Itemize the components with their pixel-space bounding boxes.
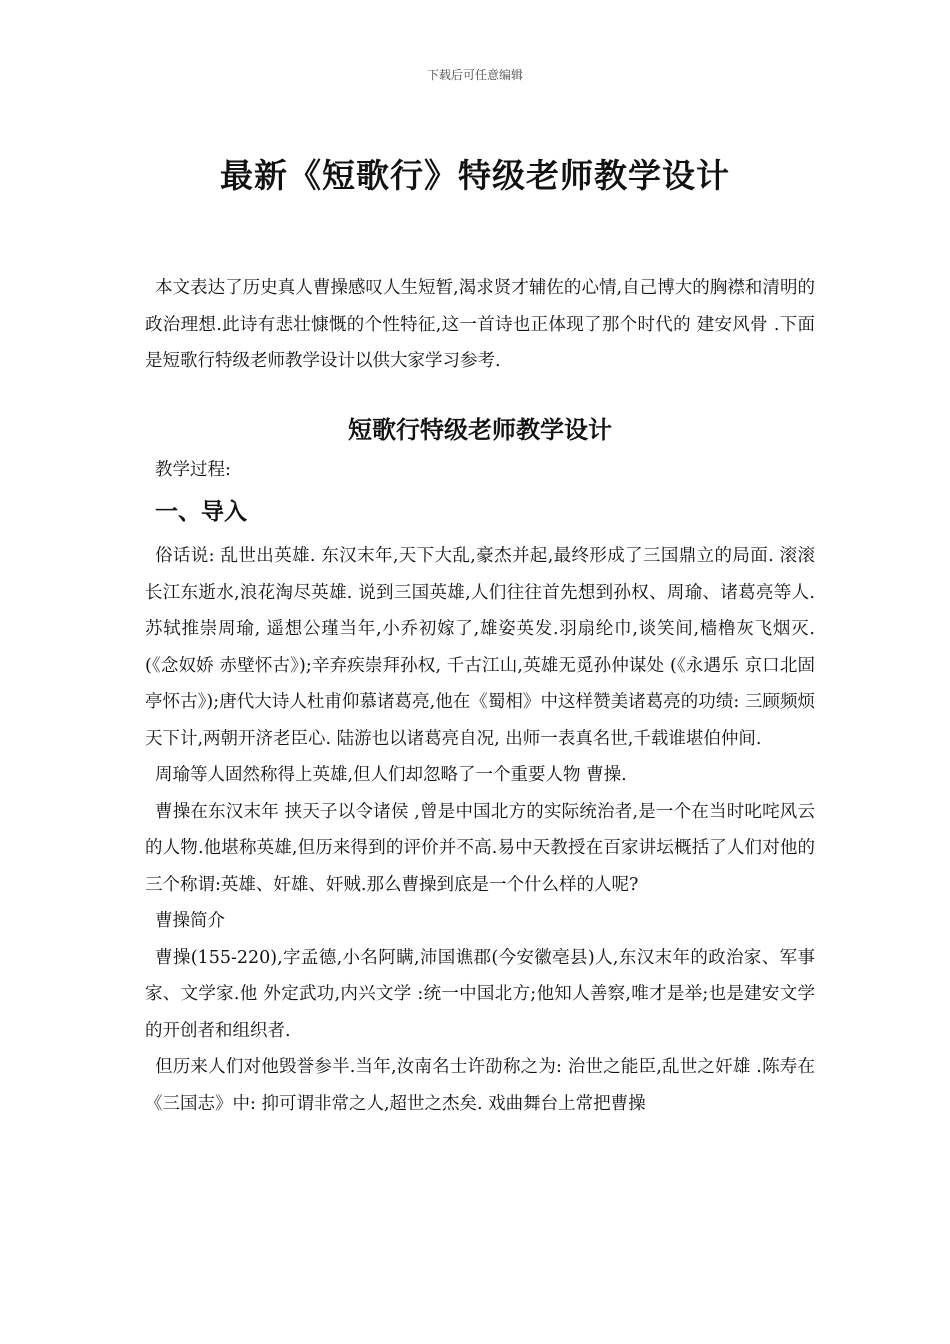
body-paragraph: 但历来人们对他毁誉参半.当年,汝南名士许劭称之为: 治世之能臣,乱世之奸雄 .陈寿在《三国志》中: 抑可谓非常之人,超世之杰矣. 戏曲舞台上常把曹操	[145, 1057, 815, 1114]
body-paragraph: 俗话说: 乱世出英雄. 东汉末年,天下大乱,豪杰并起,最终形成了三国鼎立的局面. 滚滚长江东逝水,浪花淘尽英雄. 说到三国英雄,人们往往首先想到孙权、周瑜、诸葛亮等人.苏轼推崇周瑜, 遥想公瑾当年,小乔初嫁了,雄姿英发.羽扇纶巾,谈笑间,樯橹灰飞烟灭. (《念奴娇 赤壁怀古》);辛弃疾崇拜孙权, 千古江山,英雄无觅孙仲谋处 (《永遇乐 京口北固亭怀古》);唐代大诗人杜甫仰慕诸葛亮,他在《蜀相》中这样赞美诸葛亮的功绩: 三顾频烦天下计,两朝开济老臣心. 陆游也以诸葛亮自况, 出师一表真名世,千载谁堪伯仲间.	[145, 546, 815, 749]
intro-paragraph: 本文表达了历史真人曹操感叹人生短暂,渴求贤才辅佐的心情,自己博大的胸襟和清明的政治理想.此诗有悲壮慷慨的个性特征,这一首诗也正体现了那个时代的 建安风骨 .下面是短歌行特级老师教学设计以供大家学习参考.	[145, 278, 815, 371]
header-note: 下载后可任意编辑	[426, 68, 523, 82]
body-paragraph: 曹操(155-220),字孟德,小名阿瞒,沛国谯郡(今安徽亳县)人,东汉末年的政治家、军事家、文学家.他 外定武功,内兴文学 :统一中国北方;他知人善察,唯才是举;也是建安文学的开创者和组织者.	[145, 947, 815, 1041]
document-title: 最新《短歌行》特级老师教学设计	[220, 156, 730, 195]
body-paragraph: 曹操简介	[155, 911, 225, 931]
body-paragraph: 周瑜等人固然称得上英雄,但人们却忽略了一个重要人物 曹操.	[155, 765, 627, 785]
section-title: 短歌行特级老师教学设计	[348, 415, 612, 444]
document-body	[145, 270, 815, 1122]
body-paragraph: 曹操在东汉末年 挟天子以令诸侯 ,曾是中国北方的实际统治者,是一个在当时叱咤风云的人物.他堪称英雄,但历来得到的评价并不高.易中天教授在百家讲坛概括了人们对他的三个称谓:英雄、奸雄、奸贼.那么曹操到底是一个什么样的人呢?	[145, 801, 815, 895]
section-heading-intro: 一、导入	[155, 499, 247, 525]
process-label: 教学过程:	[155, 459, 231, 480]
